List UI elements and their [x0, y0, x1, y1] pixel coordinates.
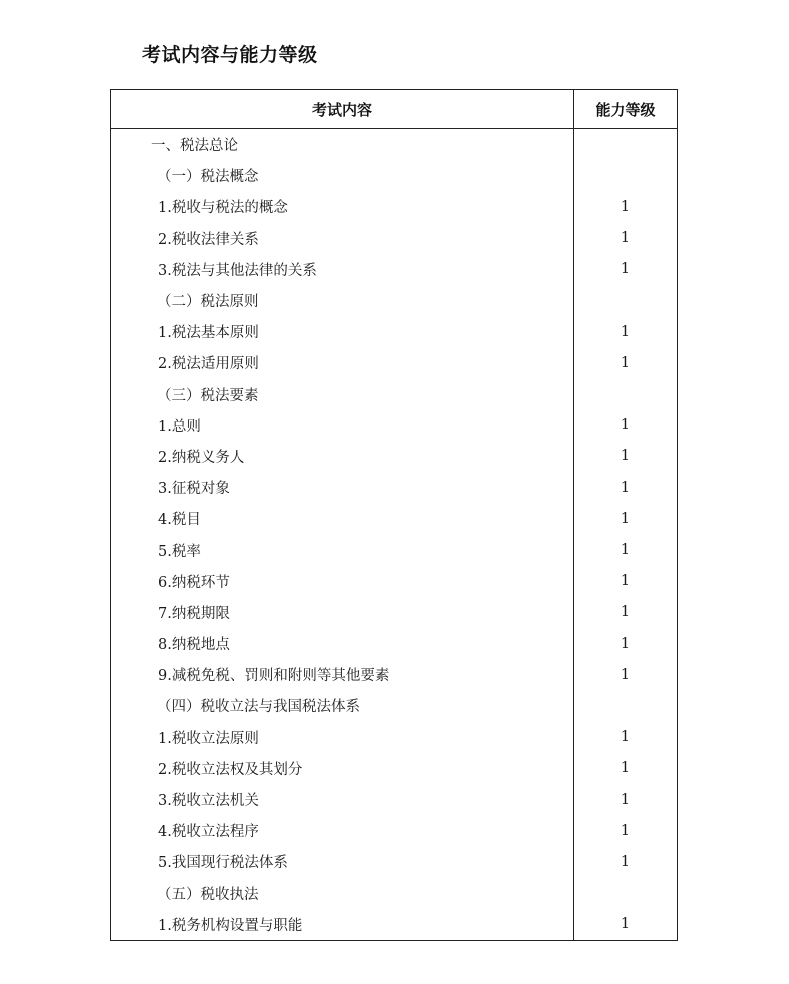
item-title: 1.税收与税法的概念	[111, 191, 574, 222]
table-row	[111, 316, 678, 347]
table-row	[111, 534, 678, 565]
ability-level-cell: 1	[574, 503, 678, 534]
ability-level-cell	[574, 285, 678, 316]
ability-level-cell: 1	[574, 472, 678, 503]
item-title: 2.税法适用原则	[111, 347, 574, 378]
ability-level-cell: 1	[574, 223, 678, 254]
header-exam-content: 考试内容	[111, 90, 574, 129]
ability-level-cell: 1	[574, 441, 678, 472]
table-row	[111, 628, 678, 659]
table-row	[111, 566, 678, 597]
item-title: 5.税率	[111, 534, 574, 565]
ability-level-cell: 1	[574, 566, 678, 597]
ability-level-cell	[574, 878, 678, 909]
table-row	[111, 129, 678, 161]
item-title: 8.纳税地点	[111, 628, 574, 659]
item-title: 3.税收立法机关	[111, 784, 574, 815]
ability-level-cell: 1	[574, 659, 678, 690]
section-title: （三）税法要素	[111, 379, 574, 410]
table-row	[111, 878, 678, 909]
ability-level-cell: 1	[574, 846, 678, 877]
ability-level-cell: 1	[574, 628, 678, 659]
table-row	[111, 846, 678, 877]
ability-level-cell: 1	[574, 753, 678, 784]
section-title: （一）税法概念	[111, 160, 574, 191]
item-title: 2.税收立法权及其划分	[111, 753, 574, 784]
table-row	[111, 347, 678, 378]
table-row	[111, 784, 678, 815]
ability-level-cell: 1	[574, 316, 678, 347]
item-title: 3.税法与其他法律的关系	[111, 254, 574, 285]
ability-level-cell	[574, 690, 678, 721]
table-row	[111, 410, 678, 441]
table-row	[111, 753, 678, 784]
table-header-row	[111, 90, 678, 129]
ability-level-cell: 1	[574, 815, 678, 846]
item-title: 3.征税对象	[111, 472, 574, 503]
item-title: 7.纳税期限	[111, 597, 574, 628]
table-row	[111, 690, 678, 721]
ability-level-cell: 1	[574, 784, 678, 815]
item-title: 6.纳税环节	[111, 566, 574, 597]
section-title: （五）税收执法	[111, 878, 574, 909]
ability-level-cell: 1	[574, 410, 678, 441]
item-title: 2.税收法律关系	[111, 223, 574, 254]
ability-level-cell: 1	[574, 534, 678, 565]
ability-level-cell	[574, 129, 678, 161]
table-row	[111, 472, 678, 503]
header-ability-level: 能力等级	[574, 90, 678, 129]
section-title: （二）税法原则	[111, 285, 574, 316]
table-row	[111, 815, 678, 846]
section-title: （四）税收立法与我国税法体系	[111, 690, 574, 721]
table-row	[111, 659, 678, 690]
syllabus-table	[110, 89, 678, 941]
ability-level-cell	[574, 379, 678, 410]
ability-level-cell: 1	[574, 347, 678, 378]
item-title: 1.税务机构设置与职能	[111, 909, 574, 941]
table-row	[111, 503, 678, 534]
table-row	[111, 379, 678, 410]
item-title: 1.税收立法原则	[111, 722, 574, 753]
ability-level-cell	[574, 160, 678, 191]
item-title: 5.我国现行税法体系	[111, 846, 574, 877]
item-title: 1.税法基本原则	[111, 316, 574, 347]
ability-level-cell: 1	[574, 909, 678, 941]
table-row	[111, 254, 678, 285]
item-title: 2.纳税义务人	[111, 441, 574, 472]
table-row	[111, 285, 678, 316]
table-row	[111, 441, 678, 472]
table-row	[111, 597, 678, 628]
chapter-title: 一、税法总论	[111, 129, 574, 161]
ability-level-cell: 1	[574, 191, 678, 222]
ability-level-cell: 1	[574, 254, 678, 285]
table-row	[111, 909, 678, 941]
table-row	[111, 160, 678, 191]
table-body	[111, 129, 678, 941]
item-title: 4.税目	[111, 503, 574, 534]
item-title: 9.减税免税、罚则和附则等其他要素	[111, 659, 574, 690]
item-title: 4.税收立法程序	[111, 815, 574, 846]
item-title: 1.总则	[111, 410, 574, 441]
table-row	[111, 722, 678, 753]
document-title: 考试内容与能力等级	[142, 44, 318, 66]
table-row	[111, 191, 678, 222]
ability-level-cell: 1	[574, 597, 678, 628]
ability-level-cell: 1	[574, 722, 678, 753]
table-row	[111, 223, 678, 254]
